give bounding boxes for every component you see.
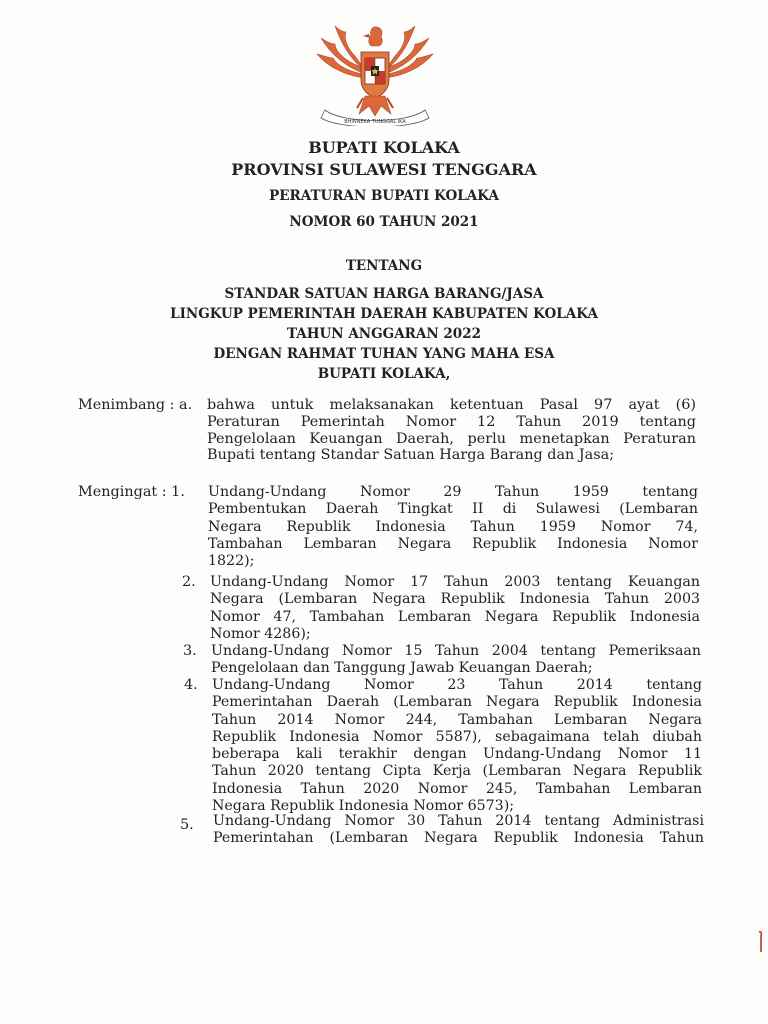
mengingat-item-1 xyxy=(208,484,698,570)
mengingat-label: Mengingat : 1. xyxy=(78,484,185,500)
item-line: Undang-Undang Nomor 29 Tahun 1959 tentang xyxy=(208,484,698,500)
item-line: Nomor 47, Tambahan Lembaran Negara Republik Indonesia xyxy=(210,608,700,625)
title-bupati: BUPATI KOLAKA xyxy=(308,138,460,157)
bupati-signature-heading: BUPATI KOLAKA, xyxy=(317,366,451,382)
menimbang-line: Peraturan Pemerintah Nomor 12 Tahun 2019 tentang xyxy=(207,413,696,430)
title-province: PROVINSI SULAWESI TENGGARA xyxy=(231,160,537,179)
mengingat-item-5 xyxy=(213,813,704,848)
item-line: Nomor 4286); xyxy=(210,625,311,642)
mengingat-item-2 xyxy=(210,574,700,643)
subject-line-1: STANDAR SATUAN HARGA BARANG/JASA xyxy=(224,286,544,302)
menimbang-text xyxy=(207,397,696,464)
item-line: Undang-Undang Nomor 17 Tahun 2003 tentang Keuangan xyxy=(210,574,700,590)
subject-line-2: LINGKUP PEMERINTAH DAERAH KABUPATEN KOLAKA xyxy=(170,306,598,322)
item-line: Pengelolaan dan Tanggung Jawab Keuangan Daerah; xyxy=(211,660,593,677)
item-line: Undang-Undang Nomor 15 Tahun 2004 tentang Pemeriksaan xyxy=(211,643,701,659)
mengingat-item-3 xyxy=(211,643,701,678)
item-line: Undang-Undang Nomor 30 Tahun 2014 tentang Administrasi xyxy=(213,813,704,829)
item-line: Pembentukan Daerah Tingkat II di Sulawesi (Lembaran xyxy=(208,501,698,518)
item-line: beberapa kali terakhir dengan Undang-Undang Nomor 11 xyxy=(212,746,702,763)
item-line: Undang-Undang Nomor 23 Tahun 2014 tentang xyxy=(212,677,702,693)
garuda-pancasila-emblem xyxy=(313,18,437,126)
menimbang-line: bahwa untuk melaksanakan ketentuan Pasal 97 ayat (6) xyxy=(207,397,696,413)
emblem-motto: BHINNEKA TUNGGAL IKA xyxy=(344,119,406,125)
item-line: Indonesia Tahun 2020 Nomor 245, Tambahan Lembaran xyxy=(212,780,702,797)
menimbang-line: Bupati tentang Standar Satuan Harga Barang dan Jasa; xyxy=(207,447,615,464)
mengingat-number-3: 3. xyxy=(183,643,197,659)
menimbang-line: Pengelolaan Keuangan Daerah, perlu menetapkan Peraturan xyxy=(207,430,696,447)
item-line: Tambahan Lembaran Negara Republik Indonesia Nomor xyxy=(208,535,698,552)
item-line: Republik Indonesia Nomor 5587), sebagaimana telah diubah xyxy=(212,728,702,745)
item-line: Negara Republik Indonesia Tahun 1959 Nomor 74, xyxy=(208,518,698,535)
item-line: Tahun 2020 tentang Cipta Kerja (Lembaran Negara Republik xyxy=(212,763,702,780)
regulation-number: NOMOR 60 TAHUN 2021 xyxy=(289,214,479,230)
scan-mark xyxy=(758,930,763,954)
mengingat-item-4 xyxy=(212,677,702,815)
item-line: Pemerintahan (Lembaran Negara Republik Indonesia Tahun xyxy=(213,830,704,847)
mengingat-number-5: 5. xyxy=(180,817,194,833)
mengingat-number-4: 4. xyxy=(184,677,198,693)
blessing-line: DENGAN RAHMAT TUHAN YANG MAHA ESA xyxy=(213,346,555,362)
mengingat-number-2: 2. xyxy=(182,574,196,590)
item-line: Pemerintahan Daerah (Lembaran Negara Republik Indonesia xyxy=(212,694,702,711)
tentang-label: TENTANG xyxy=(345,258,423,274)
regulation-title: PERATURAN BUPATI KOLAKA xyxy=(269,188,499,204)
menimbang-label: Menimbang : a. xyxy=(78,397,193,413)
item-line: Negara (Lembaran Negara Republik Indonesia Tahun 2003 xyxy=(210,591,700,608)
item-line: Tahun 2014 Nomor 244, Tambahan Lembaran Negara xyxy=(212,711,702,728)
item-line: Negara Republik Indonesia Nomor 6573); xyxy=(212,798,515,815)
subject-line-3: TAHUN ANGGARAN 2022 xyxy=(286,326,481,342)
item-line: 1822); xyxy=(208,553,255,570)
